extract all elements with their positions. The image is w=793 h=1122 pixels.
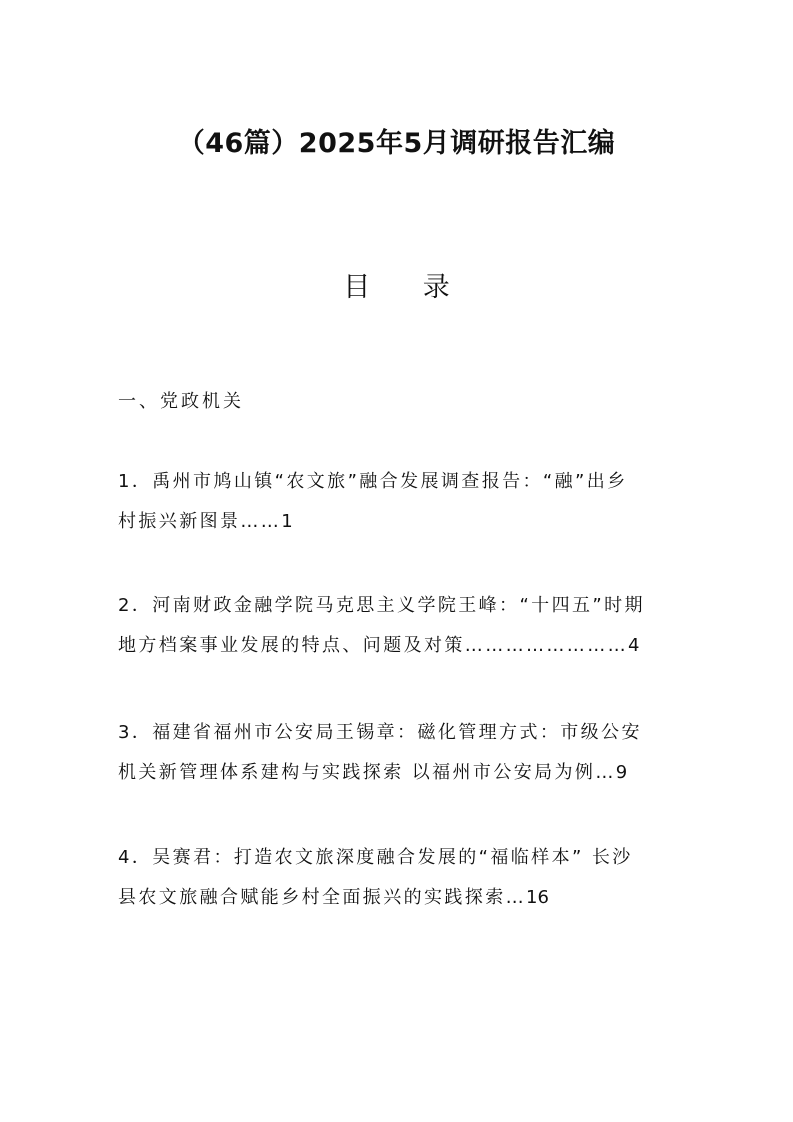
toc-entry-line: 2．河南财政金融学院马克思主义学院王峰：“十四五”时期	[118, 595, 645, 616]
toc-entry-line	[118, 878, 678, 918]
toc-entry-line	[118, 626, 678, 666]
section-heading: 一、党政机关	[118, 391, 244, 412]
toc-entry-line-text: 县农文旅融合赋能乡村全面振兴的实践探索…	[118, 887, 526, 908]
toc-entry[interactable]	[118, 462, 678, 542]
toc-entry-line: 1．禹州市鸠山镇“农文旅”融合发展调查报告：“融”出乡	[118, 471, 628, 492]
toc-heading: 目 录	[343, 272, 472, 303]
toc-entry-line-text: 村振兴新图景……	[118, 511, 282, 532]
toc-entry[interactable]	[118, 838, 678, 918]
toc-page-number: 16	[526, 887, 549, 908]
toc-entry[interactable]	[118, 713, 678, 793]
toc-page-number: 1	[281, 511, 293, 532]
toc-entry-line-text: 机关新管理体系建构与实践探索 以福州市公安局为例…	[118, 762, 616, 783]
document-title: （46篇）2025年5月调研报告汇编	[177, 128, 616, 159]
toc-entry-line	[118, 502, 678, 542]
toc-entry-line	[118, 753, 678, 793]
toc-entry[interactable]	[118, 586, 678, 666]
toc-page-number: 9	[615, 762, 628, 783]
toc-entry-line: 4．吴赛君：打造农文旅深度融合发展的“福临样本” 长沙	[118, 847, 633, 868]
toc-page-number: 4	[628, 635, 640, 656]
toc-entry-line: 3．福建省福州市公安局王锡章：磁化管理方式：市级公安	[118, 722, 642, 743]
toc-entry-line-text: 地方档案事业发展的特点、问题及对策……………………	[118, 635, 628, 656]
